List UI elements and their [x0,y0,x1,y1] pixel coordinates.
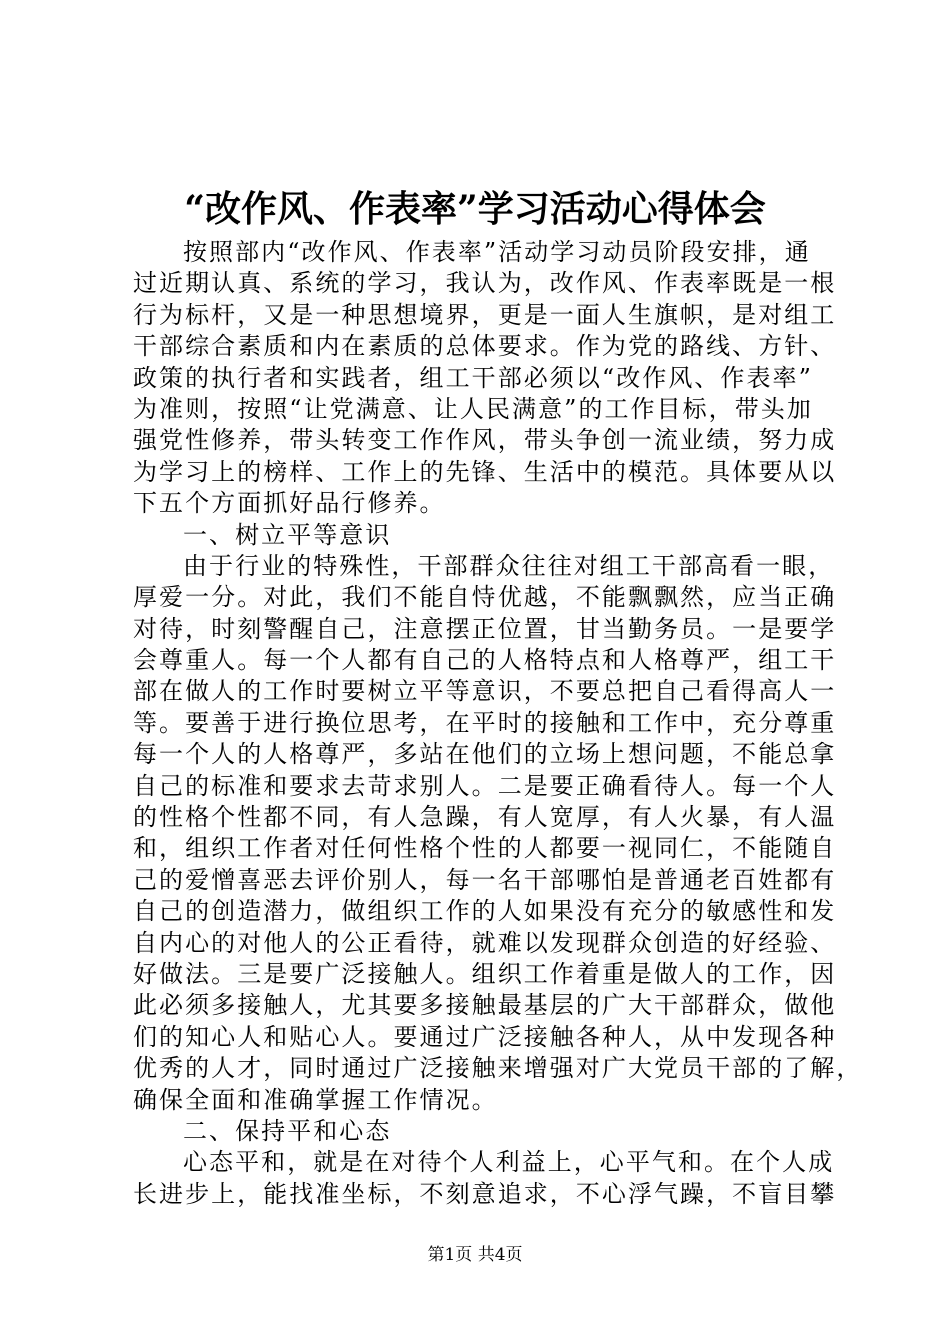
text-line: 为准则，按照“让党满意、让人民满意”的工作目标，带头加 [133,394,813,423]
document-body [133,237,863,1210]
page-footer: 第1页 共4页 [427,1245,523,1265]
text-line: 优秀的人才，同时通过广泛接触来增强对广大党员干部的了解， [133,1054,863,1083]
text-line: 自内心的对他人的公正看待，就难以发现群众创造的好经验、 [133,928,837,957]
text-line: 过近期认真、系统的学习，我认为，改作风、作表率既是一根 [133,269,837,298]
text-line: 下五个方面抓好品行修养。 [133,489,446,518]
text-line: 己的爱憎喜恶去评价别人，每一名干部哪怕是普通老百姓都有 [133,865,837,894]
text-line: 长进步上，能找准坐标，不刻意追求，不心浮气躁，不盲目攀 [133,1179,837,1208]
text-line: 按照部内“改作风、作表率”活动学习动员阶段安排，通 [183,238,811,266]
text-line: 和，组织工作者对任何性格个性的人都要一视同仁，不能随自 [133,834,837,863]
text-line: 每一个人的人格尊严，多站在他们的立场上想问题，不能总拿 [133,740,837,769]
text-line: 干部综合素质和内在素质的总体要求。作为党的路线、方针、 [133,332,837,361]
text-line: 对待，时刻警醒自己，注意摆正位置，甘当勤务员。一是要学 [133,614,837,643]
text-line: 二、保持平和心态 [183,1116,392,1145]
text-line: 确保全面和准确掌握工作情况。 [133,1085,498,1114]
text-line: 会尊重人。每一个人都有自己的人格特点和人格尊严，组工干 [133,646,837,675]
text-line: 等。要善于进行换位思考，在平时的接触和工作中，充分尊重 [133,708,837,737]
text-line: 自己的标准和要求去苛求别人。二是要正确看待人。每一个人 [133,771,837,800]
text-line: 部在做人的工作时要树立平等意识，不要总把自己看得高人一 [133,677,837,706]
text-line: 由于行业的特殊性，干部群众往往对组工干部高看一眼， [183,551,835,580]
text-line: 好做法。三是要广泛接触人。组织工作着重是做人的工作，因 [133,959,837,988]
text-line: 自己的创造潜力，做组织工作的人如果没有充分的敏感性和发 [133,897,837,926]
text-line: 行为标杆，又是一种思想境界，更是一面人生旗帜，是对组工 [133,300,837,329]
text-line: 心态平和，就是在对待个人利益上，心平气和。在个人成 [183,1148,835,1177]
text-line: 们的知心人和贴心人。要通过广泛接触各种人，从中发现各种 [133,1022,837,1051]
text-line: 的性格个性都不同，有人急躁，有人宽厚，有人火暴，有人温 [133,803,837,832]
text-line: 强党性修养，带头转变工作作风，带头争创一流业绩，努力成 [133,426,837,455]
text-line: 政策的执行者和实践者，组工干部必须以“改作风、作表率” [133,363,813,392]
text-line: 为学习上的榜样、工作上的先锋、生活中的模范。具体要从以 [133,457,837,486]
document-title: “改作风、作表率”学习活动心得体会 [184,188,766,230]
text-line: 一、树立平等意识 [183,520,392,549]
text-line: 厚爱一分。对此，我们不能自恃优越，不能飘飘然，应当正确 [133,583,837,612]
text-line: 此必须多接触人，尤其要多接触最基层的广大干部群众，做他 [133,991,837,1020]
